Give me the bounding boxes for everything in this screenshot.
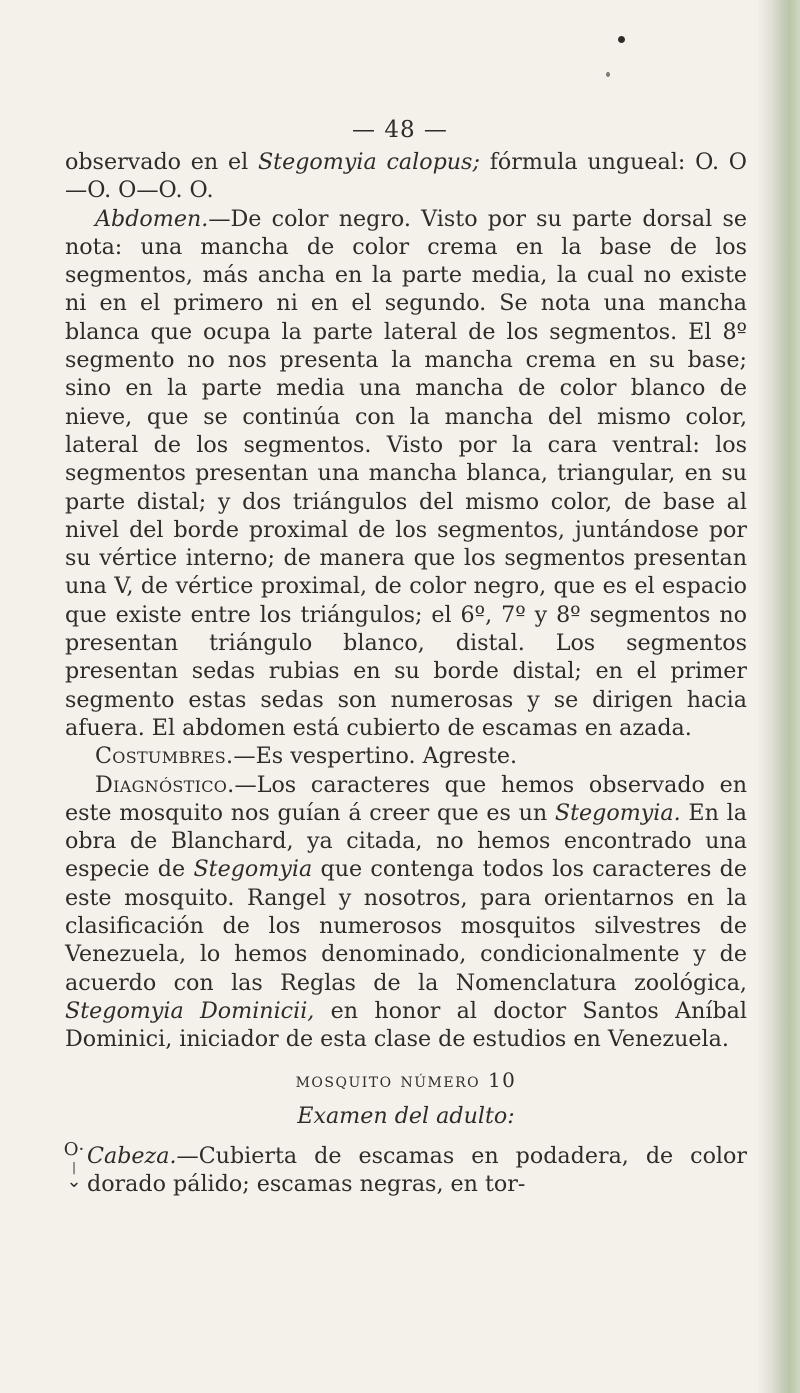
- ink-speck: [618, 36, 625, 43]
- section-label-costumbres: Costumbres.: [95, 743, 234, 770]
- section-title: mosquito número 10: [295, 1067, 517, 1092]
- section-label-cabeza: Cabeza.: [87, 1143, 177, 1170]
- paragraph-cabeza: Cabeza.—Cubierta de escamas en podadera, de color dorado pálido; escamas negras, en tor-: [87, 1143, 747, 1198]
- paragraph-costumbres: Costumbres.—Es vespertino. Agreste.: [95, 743, 518, 770]
- paragraph-intro: observado en el Stegomyia calopus; fórmula ungueal: O. O—O. O—O. O.: [65, 149, 747, 204]
- female-symbol-icon: O· | ⌄: [63, 1139, 85, 1193]
- section-label-abdomen: Abdomen.: [95, 205, 209, 232]
- page-body: [65, 148, 747, 1199]
- species-name: Stegomyia calopus;: [257, 149, 480, 175]
- page-edge-shadow: [758, 0, 800, 1393]
- section-label-diagnostico: Diagnóstico.: [95, 771, 235, 798]
- paragraph-abdomen: Abdomen.—De color negro. Visto por su parte dorsal se nota: una mancha de color crema en la base de los segmentos, más ancha en la parte media, la cual no existe ni en el primero ni en el segundo. Se nota una mancha blanca que ocupa la parte lateral de los segmentos. El 8º segmento no nos presenta la mancha crema en su base; sino en la parte media una mancha de color blanco de nieve, que se continúa con la mancha del mismo color, lateral de los segmentos. Visto por la cara ventral: los segmentos presentan una mancha blanca, triangular, en su parte distal; y dos triángulos del mismo color, de base al nivel del borde proximal de los segmentos, juntándose por su vértice interno; de manera que los segmentos presentan una V, de vértice proximal, de color negro, que es el espacio que existe entre los triángulos; el 6º, 7º y 8º segmentos no presentan triángulo blanco, distal. Los segmentos presentan sedas rubias en su borde distal; en el primer segmento estas sedas son numerosas y se dirigen hacia afuera. El abdomen está cubierto de escamas en azada.: [65, 205, 747, 741]
- paragraph-diagnostico: Diagnóstico.—Los caracteres que hemos observado en este mosquito nos guían á creer que es un Stegomyia. En la obra de Blanchard, ya citada, no hemos encontrado una especie de Stegomyia que contenga todos los caracteres de este mosquito. Rangel y nosotros, para orientarnos en la clasificación de los numerosos mosquitos silvestres de Venezuela, lo hemos denominado, condicionalmente y de acuerdo con las Reglas de la Nomenclatura zoológica, Stegomyia Dominicii, en honor al doctor Santos Aníbal Dominici, iniciador de esta clase de estudios en Venezuela.: [65, 771, 748, 1053]
- page-number: — 48 —: [352, 117, 448, 143]
- section-subtitle: Examen del adulto:: [297, 1102, 515, 1129]
- ink-speck: [606, 72, 610, 77]
- entry-cabeza: [63, 1139, 747, 1199]
